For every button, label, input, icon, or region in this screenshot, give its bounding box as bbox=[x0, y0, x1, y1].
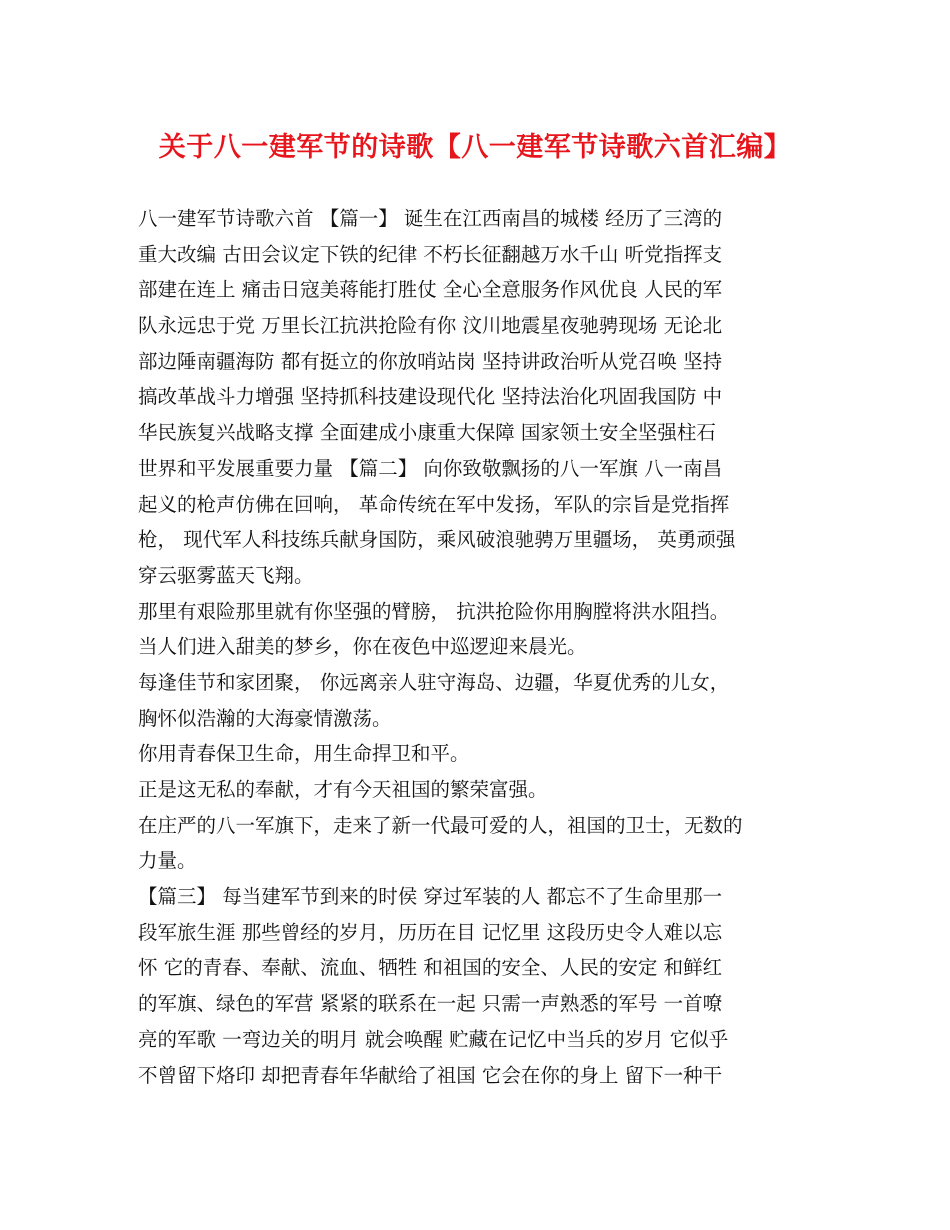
document-title: 关于八一建军节的诗歌【八一建军节诗歌六首汇编】 bbox=[158, 132, 792, 163]
body-line: 枪， 现代军人科技练兵献身国防，乘风破浪驰骋万里疆场， 英勇顽强 bbox=[138, 528, 736, 552]
body-line: 的军旗、绿色的军营 紧紧的联系在一起 只需一声熟悉的军号 一首嘹 bbox=[138, 992, 723, 1016]
body-line: 段军旅生涯 那些曾经的岁月，历历在目 记忆里 这段历史令人难以忘 bbox=[138, 920, 723, 944]
body-line: 【篇三】 每当建军节到来的时侯 穿过军装的人 都忘不了生命里那一 bbox=[138, 885, 723, 909]
body-line: 部建在连上 痛击日寇美蒋能打胜仗 全心全意服务作风优良 人民的军 bbox=[138, 278, 723, 302]
body-line: 搞改革战斗力增强 坚持抓科技建设现代化 坚持法治化巩固我国防 中 bbox=[138, 385, 723, 409]
body-line: 起义的枪声仿佛在回响， 革命传统在军中发扬，军队的宗旨是党指挥 bbox=[138, 492, 730, 516]
body-line: 在庄严的八一军旗下，走来了新一代最可爱的人，祖国的卫士，无数的 bbox=[138, 813, 743, 837]
body-line: 部边陲南疆海防 都有挺立的你放哨站岗 坚持讲政治听从党召唤 坚持 bbox=[138, 349, 723, 373]
body-line: 华民族复兴战略支撑 全面建成小康重大保障 国家领土安全坚强柱石 bbox=[138, 421, 716, 445]
body-line: 怀 它的青春、奉献、流血、牺牲 和祖国的安全、人民的安定 和鲜红 bbox=[138, 956, 723, 980]
body-line: 队永远忠于党 万里长江抗洪抢险有你 汶川地震星夜驰骋现场 无论北 bbox=[138, 314, 723, 338]
body-line: 重大改编 古田会议定下铁的纪律 不朽长征翻越万水千山 听党指挥支 bbox=[138, 242, 723, 266]
body-line: 当人们进入甜美的梦乡，你在夜色中巡逻迎来晨光。 bbox=[138, 635, 587, 659]
body-line: 八一建军节诗歌六首 【篇一】 诞生在江西南昌的城楼 经历了三湾的 bbox=[138, 207, 723, 230]
body-line: 那里有艰险那里就有你坚强的臂膀， 抗洪抢险你用胸膛将洪水阻挡。 bbox=[138, 599, 730, 623]
body-line: 正是这无私的奉献，才有今天祖国的繁荣富强。 bbox=[138, 778, 548, 801]
body-line: 世界和平发展重要力量 【篇二】 向你致敬飘扬的八一军旗 八一南昌 bbox=[138, 456, 723, 480]
body-line: 力量。 bbox=[138, 849, 197, 873]
body-line: 穿云驱雾蓝天飞翔。 bbox=[138, 563, 314, 587]
body-line: 每逢佳节和家团聚， 你远离亲人驻守海岛、边疆，华夏优秀的儿女， bbox=[138, 670, 730, 694]
body-line: 胸怀似浩瀚的大海豪情激荡。 bbox=[138, 706, 392, 730]
body-line: 亮的军歌 一弯边关的明月 就会唤醒 贮藏在记忆中当兵的岁月 它似乎 bbox=[138, 1027, 729, 1051]
body-line: 你用青春保卫生命，用生命捍卫和平。 bbox=[138, 742, 470, 766]
body-line: 不曾留下烙印 却把青春年华献给了祖国 它会在你的身上 留下一种干 bbox=[138, 1063, 723, 1087]
document-body bbox=[138, 201, 818, 1093]
